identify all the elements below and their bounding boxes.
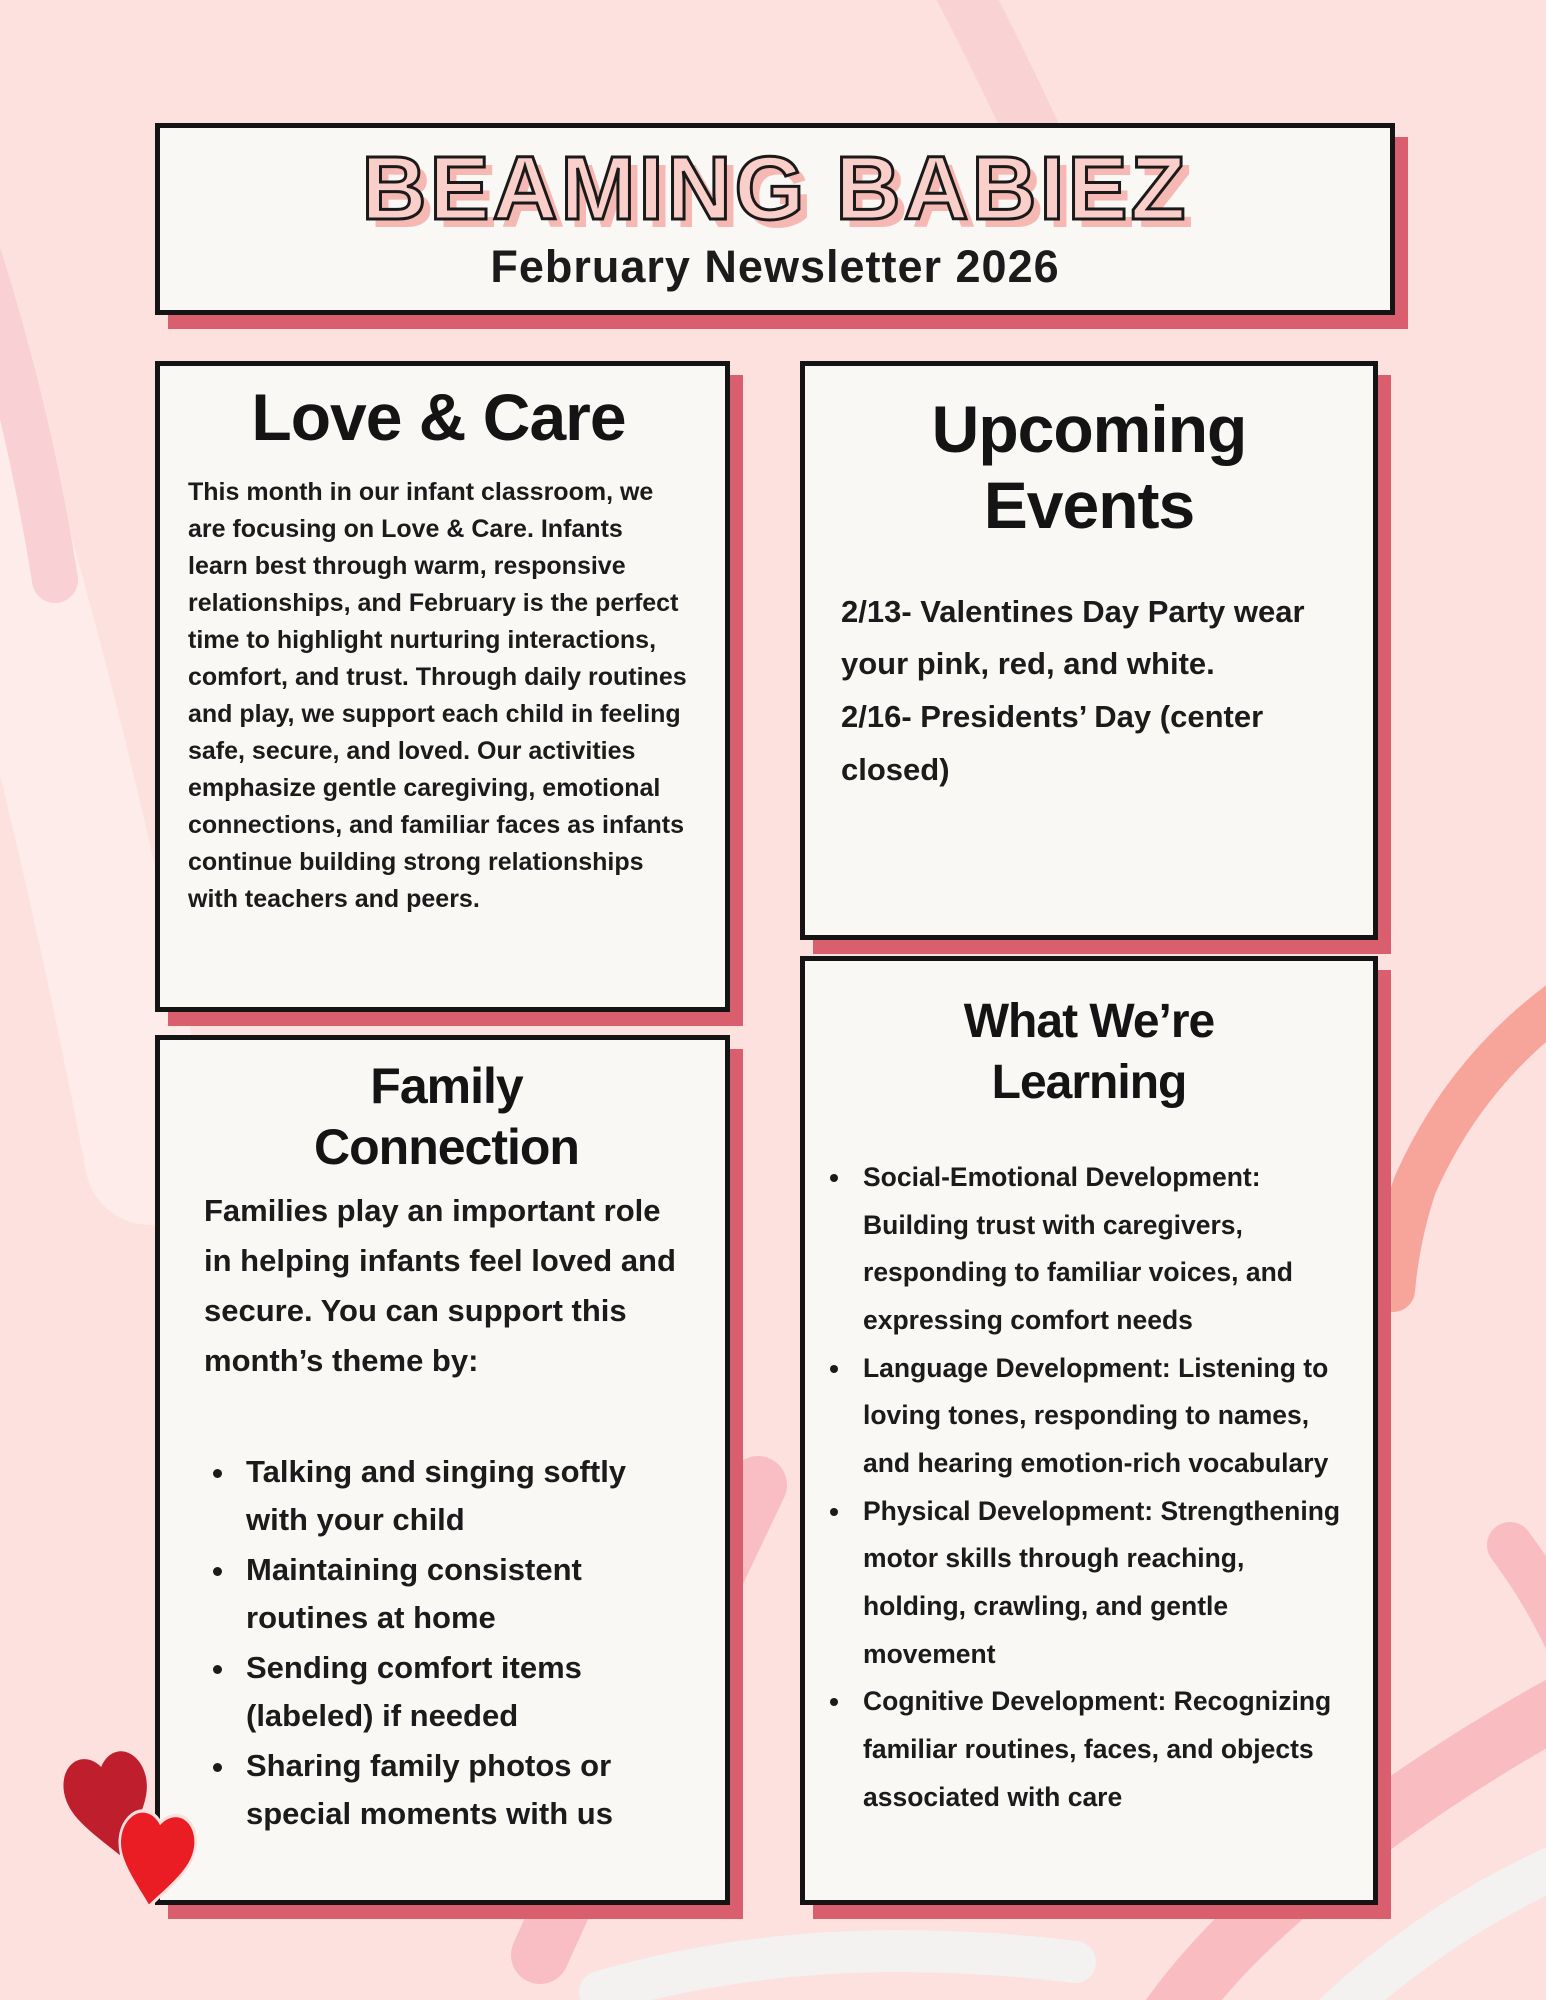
heart-icon [105,1794,207,1913]
love-care-title: Love & Care [251,380,626,454]
list-item: • Maintaining consistent routines at home [238,1546,689,1642]
upcoming-events-panel [800,361,1378,940]
family-connection-title: Family Connection [314,1058,579,1175]
list-item: • Talking and singing softly with your child [238,1448,689,1544]
learning-list [833,1154,1345,1822]
list-item: • Social-Emotional Development: Building trust with caregivers, responding to familiar voices, and expressing comfort needs [853,1154,1345,1345]
newsletter-title: BEAMING BABIEZ [361,139,1189,239]
event-item: 2/13- Valentines Day Party wear your pink, red, and white. [841,593,1305,682]
list-item: • Cognitive Development: Recognizing familiar routines, faces, and objects associated with care [853,1678,1345,1821]
list-item: • Physical Development: Strengthening motor skills through reaching, holding, crawling, and gentle movement [853,1488,1345,1679]
upcoming-events-title: Upcoming Events [931,392,1247,542]
header-panel [155,123,1395,315]
event-item: 2/16- Presidents’ Day (center closed) [841,699,1264,787]
love-care-panel [155,361,730,1012]
list-item: • Sending comfort items (labeled) if needed [238,1644,689,1740]
list-item: • Sharing family photos or special moments with us [238,1742,689,1838]
family-connection-list [204,1448,689,1838]
decor-swoosh-right-edge [1510,1545,1546,1660]
learning-title: What We’re Learning [963,995,1215,1110]
events-list [841,586,1337,797]
decor-stroke-white-bottom [600,1951,1075,1992]
list-item: • Language Development: Listening to loving tones, responding to names, and hearing emotion-rich vocabulary [853,1345,1345,1488]
newsletter-subtitle: February Newsletter 2026 [490,241,1060,292]
family-connection-panel [155,1035,730,1905]
decor-swoosh-right-salmon [1393,985,1546,1290]
family-connection-intro: Families play an important role in helping infants feel loved and secure. You can support this month’s theme by: [204,1193,676,1378]
love-care-body: This month in our infant classroom, we are focusing on Love & Care. Infants learn best through warm, responsive relationships, and February is the perfect time to highlight nurturing interactions, comfort, and trust. Through daily routines and play, we support each child in feeling safe, secure, and loved. Our activities emphasize gentle caregiving, emotional connections, and familiar faces as infants continue building strong relationships with teachers and peers. [188,478,687,913]
learning-panel [800,956,1378,1905]
